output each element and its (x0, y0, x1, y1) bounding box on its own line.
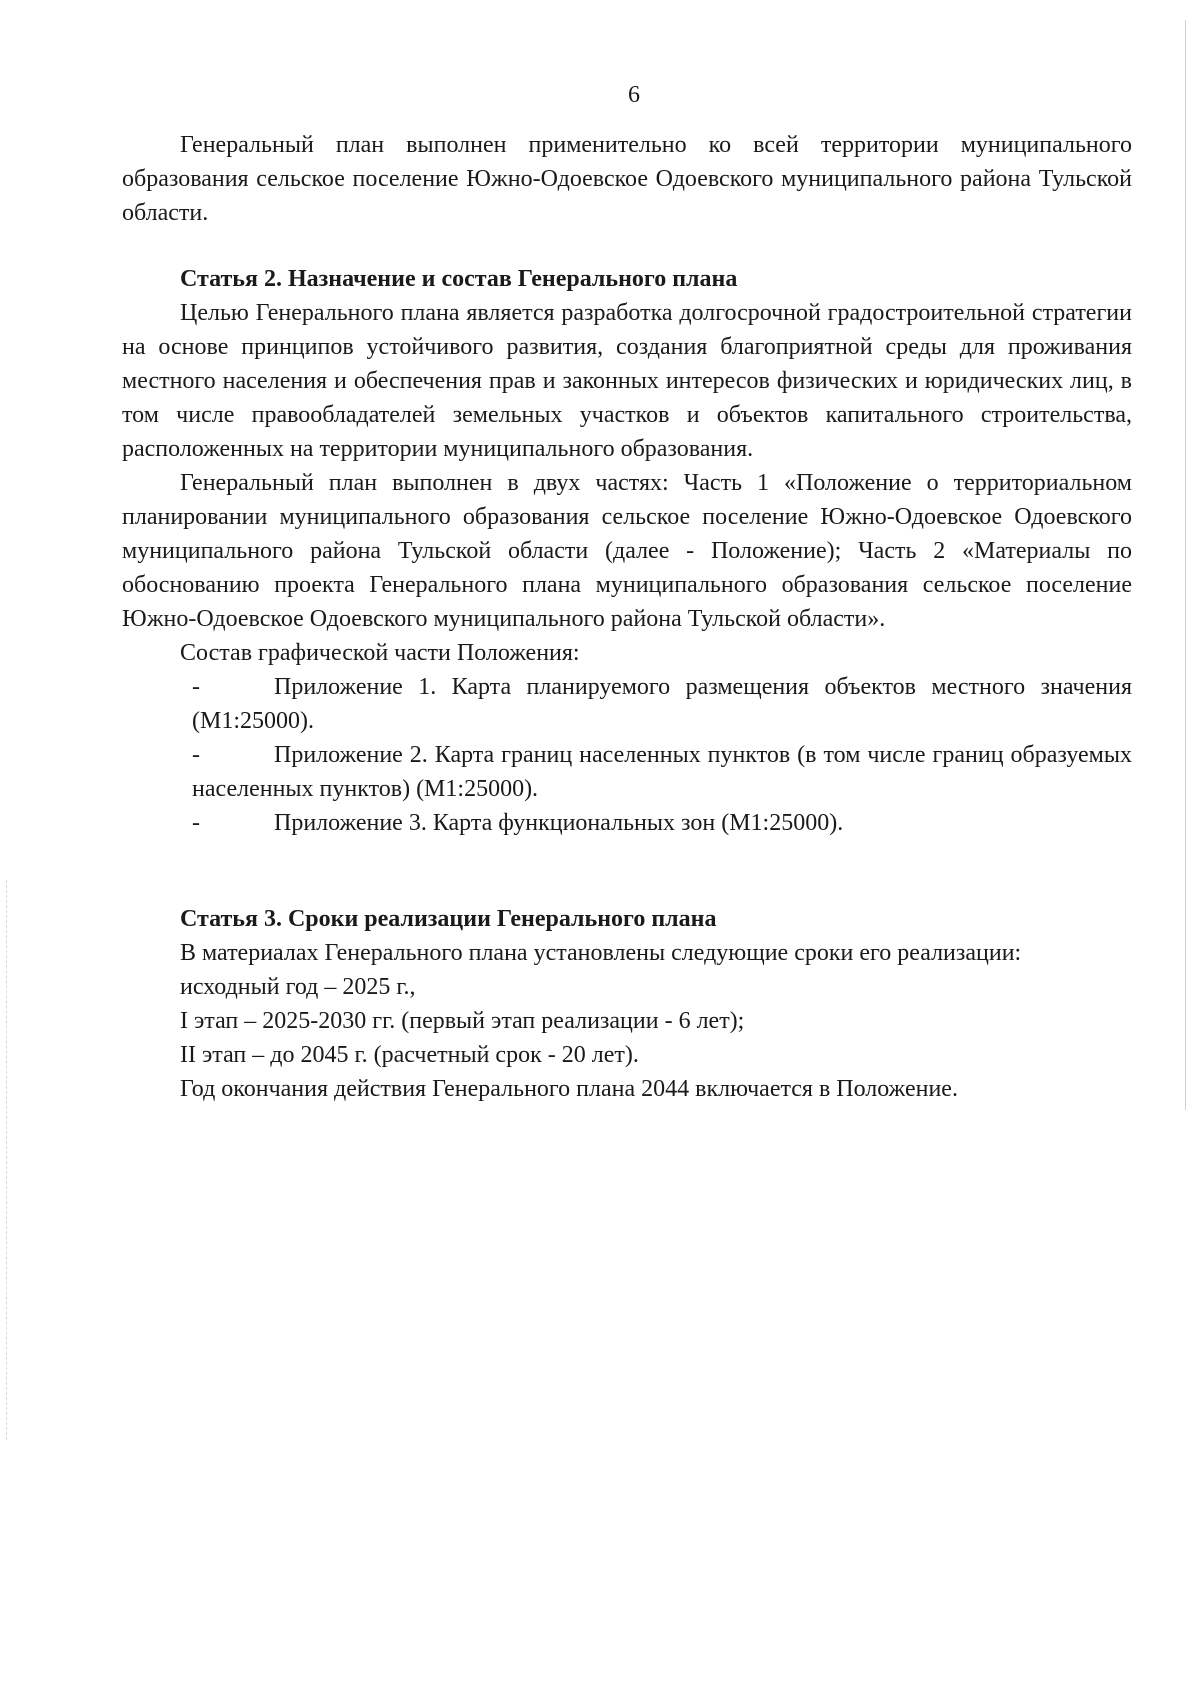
list-item (122, 670, 1132, 738)
list-item-text: Приложение 1. Карта планируемого размещения объектов местного значения (М1:25000). (192, 674, 1132, 734)
article-3-line-2: исходный год – 2025 г., (180, 974, 416, 1000)
list-item-text: Приложение 3. Карта функциональных зон (М1:25000). (274, 810, 844, 836)
article-3-line-1: В материалах Генерального плана установлены следующие сроки его реализации: (180, 940, 1022, 966)
article-2-heading: Статья 2. Назначение и состав Генерального плана (180, 266, 738, 292)
article-2-paragraph-3: Состав графической части Положения: (180, 640, 580, 666)
article-3-heading: Статья 3. Сроки реализации Генерального плана (180, 906, 717, 932)
article-3-line-5: Год окончания действия Генерального плана 2044 включается в Положение. (180, 1076, 958, 1102)
list-dash: - (192, 742, 200, 768)
list-item-text: Приложение 2. Карта границ населенных пунктов (в том числе границ образуемых населенных пунктов) (М1:25000). (192, 742, 1132, 802)
page-number: 6 (628, 82, 640, 108)
scan-margin-marks (6, 880, 9, 1440)
article-3-line-3: I этап – 2025-2030 гг. (первый этап реализации - 6 лет); (180, 1008, 745, 1034)
scan-edge-line (1185, 20, 1186, 1110)
list-item (122, 806, 1132, 840)
graphic-parts-list (122, 670, 1132, 840)
list-dash: - (192, 674, 200, 700)
intro-paragraph: Генеральный план выполнен применительно ко всей территории муниципального образования сельское поселение Южно-Одоевское Одоевского муниципального района Тульской области. (122, 132, 1132, 226)
list-item (122, 738, 1132, 806)
document-body (122, 128, 1132, 1106)
article-2-paragraph-1: Целью Генерального плана является разработка долгосрочной градостроительной стратегии на основе принципов устойчивого развития, создания благоприятной среды для проживания местного населения и обеспечения прав и законных интересов физических и юридических лиц, в том числе правообладателей земельных участков и объектов капитального строительства, расположенных на территории муниципального образования. (122, 300, 1132, 462)
article-3-line-4: II этап – до 2045 г. (расчетный срок - 20 лет). (180, 1042, 639, 1068)
list-dash: - (192, 810, 200, 836)
article-2-paragraph-2: Генеральный план выполнен в двух частях: Часть 1 «Положение о территориальном планировании муниципального образования сельское поселение Южно-Одоевское Одоевского муниципального района Тульской области (далее - Положение); Часть 2 «Материалы по обоснованию проекта Генерального плана муниципального образования сельское поселение Южно-Одоевское Одоевского муниципального района Тульской области». (122, 470, 1132, 632)
